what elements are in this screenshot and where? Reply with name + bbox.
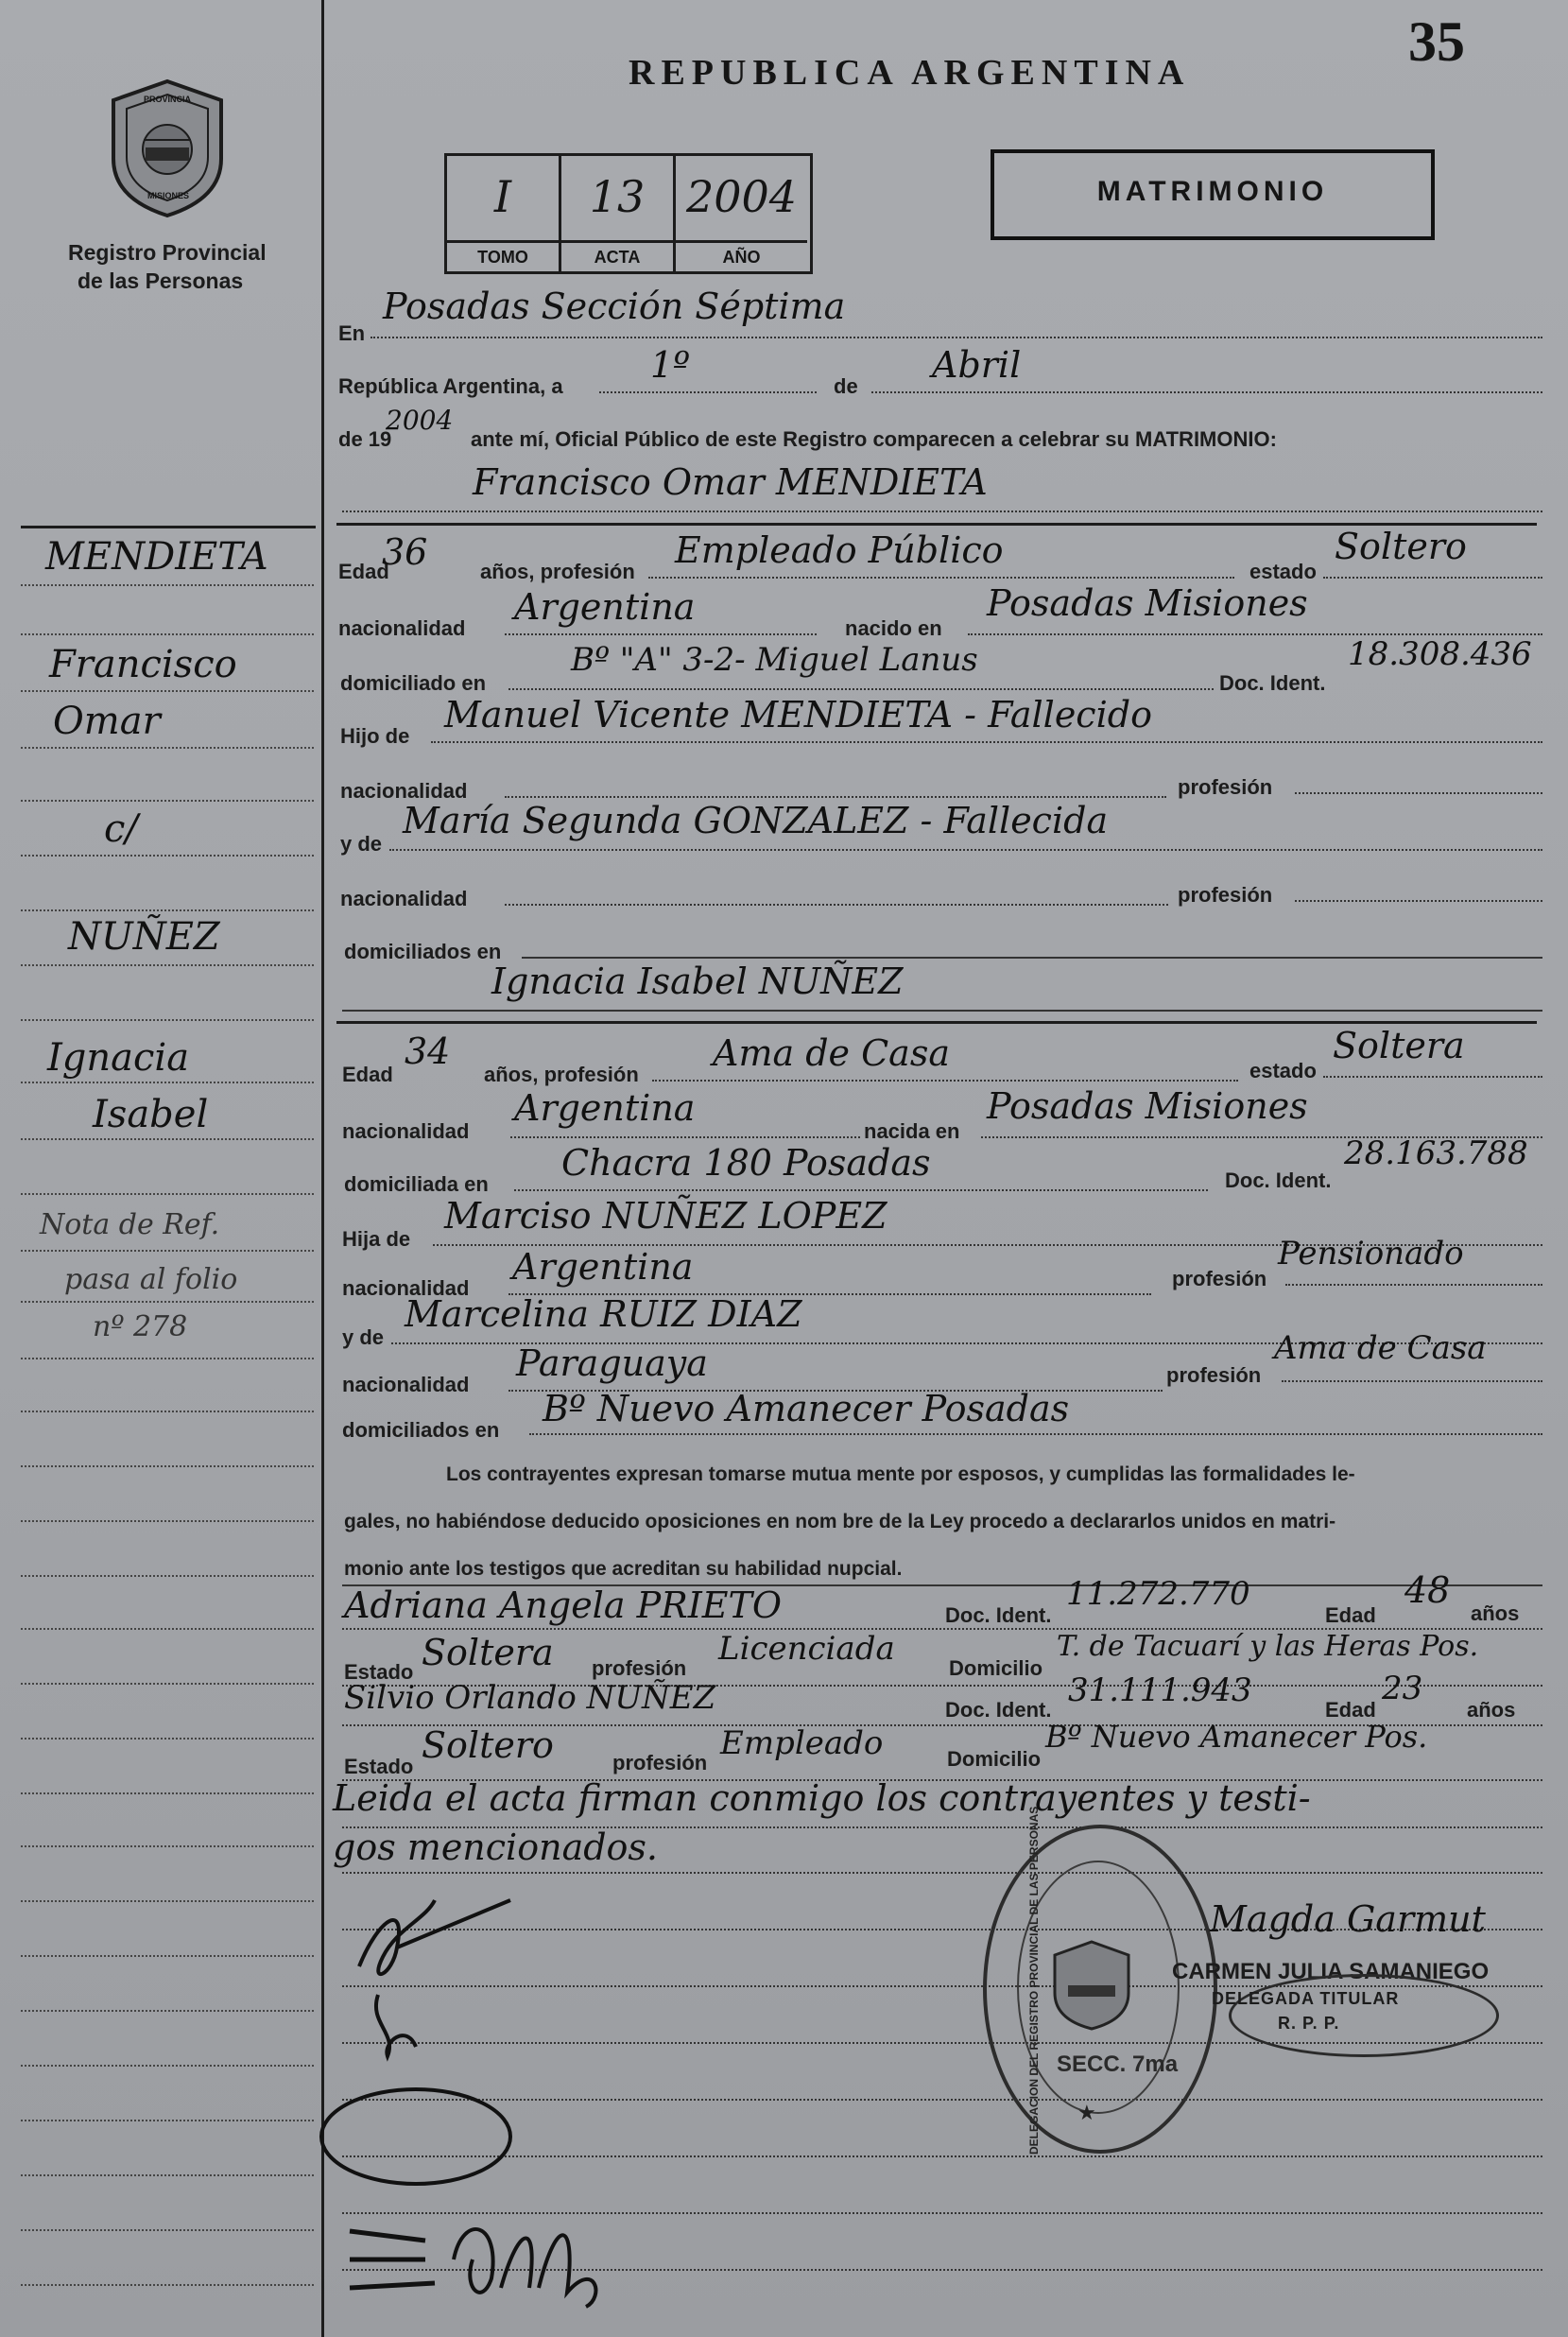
groom-domiciliado-label: domiciliado en: [340, 671, 487, 695]
groom-edad-label: Edad: [338, 560, 389, 583]
witness2-domicilio-label: Domicilio: [947, 1747, 1042, 1771]
bride-mother-value: Marcelina RUIZ DIAZ: [405, 1293, 802, 1335]
acta-value: 13: [589, 171, 646, 222]
officer-name: CARMEN JULIA SAMANIEGO: [1172, 1959, 1490, 1984]
bride-domiciliada-label: domiciliada en: [344, 1172, 489, 1196]
declaration-line2: gales, no habiéndose deducido oposiciones en nom bre de la Ley procedo a declararlos unidos en matri-: [344, 1511, 1336, 1532]
registry-emblem: [106, 78, 229, 219]
groom-father-profesion-label: profesión: [1178, 775, 1273, 799]
tomo-label: TOMO: [447, 240, 559, 271]
place-value: Posadas Sección Séptima: [383, 286, 846, 327]
witness2-edad-value: 23: [1382, 1670, 1423, 1707]
document-type-label: MATRIMONIO: [1096, 176, 1329, 207]
bride-edad-label: Edad: [342, 1063, 393, 1086]
groom-nacionalidad-label: nacionalidad: [338, 616, 466, 640]
bride-father-profession-value: Pensionado: [1278, 1235, 1464, 1272]
bride-full-name: Ignacia Isabel NUÑEZ: [491, 961, 904, 1002]
groom-mother-value: María Segunda GONZALEZ - Fallecida: [403, 800, 1109, 841]
hijo-de-label: Hijo de: [340, 724, 410, 748]
bride-father-value: Marciso NUÑEZ LOPEZ: [444, 1195, 887, 1237]
witness2-edad-label: Edad: [1325, 1698, 1376, 1722]
seal-section: SECC. 7ma: [1057, 2051, 1179, 2077]
en-label: En: [338, 321, 366, 345]
officer-stamp: [1229, 1974, 1499, 2057]
witness2-profesion-label: profesión: [612, 1751, 708, 1774]
seal-emblem: [1049, 1938, 1134, 2033]
bride-nacionalidad-label: nacionalidad: [342, 1119, 470, 1143]
witness1-profession-value: Licenciada: [718, 1630, 895, 1668]
witness1-doc-value: 11.272.770: [1066, 1575, 1250, 1613]
groom-estado-label: estado: [1249, 560, 1317, 583]
bride-doc-label: Doc. Ident.: [1225, 1168, 1332, 1192]
margin-note-line2: pasa al folio: [64, 1263, 238, 1296]
bride-profession-value: Ama de Casa: [713, 1032, 950, 1074]
bride-mother-nacionalidad-label: nacionalidad: [342, 1373, 470, 1396]
year-value: 2004: [386, 405, 454, 436]
witness1-domicilio-label: Domicilio: [949, 1656, 1043, 1680]
bride-father-nationality-value: Argentina: [512, 1246, 694, 1288]
margin-groom-name2: Omar: [53, 700, 161, 743]
bride-father-profesion-label: profesión: [1172, 1267, 1267, 1290]
declaration-line3: monio ante los testigos que acreditan su habilidad nupcial.: [344, 1558, 903, 1580]
groom-nationality-value: Argentina: [514, 586, 696, 628]
closing-line2: gos mencionados.: [333, 1826, 659, 1868]
margin-note-line3: nº 278: [93, 1310, 188, 1343]
officer-signature: Magda Garmut: [1210, 1898, 1486, 1940]
ante-text: ante mí, Oficial Público de este Registro comparecen a celebrar su MATRIMONIO:: [471, 427, 1277, 451]
groom-full-name: Francisco Omar MENDIETA: [473, 461, 988, 503]
seal-arc-text: DELEGACION DEL REGISTRO PROVINCIAL DE LAS PERSONAS: [1027, 1806, 1041, 2155]
margin-bride-name2: Isabel: [93, 1093, 209, 1136]
closing-line1: Leida el acta firman conmigo los contrayentes y testi-: [333, 1777, 1311, 1819]
republica-label: República Argentina, a: [338, 374, 563, 398]
bride-signature: [312, 2070, 614, 2316]
witness1-doc-label: Doc. Ident.: [945, 1603, 1052, 1627]
margin-connector: c/: [104, 807, 138, 851]
groom-profession-value: Empleado Público: [675, 529, 1004, 571]
groom-father-value: Manuel Vicente MENDIETA - Fallecido: [444, 694, 1152, 736]
groom-signature: [340, 1881, 548, 2070]
groom-profesion-label: años, profesión: [480, 560, 635, 583]
witness2-anos-label: años: [1467, 1698, 1516, 1722]
margin-bride-name1: Ignacia: [47, 1036, 190, 1080]
document-type-box: [991, 149, 1435, 240]
bride-father-nacionalidad-label: nacionalidad: [342, 1276, 470, 1300]
groom-mother-nacionalidad-label: nacionalidad: [340, 887, 468, 910]
bride-mother-profesion-label: profesión: [1166, 1363, 1262, 1387]
groom-doc-label: Doc. Ident.: [1219, 671, 1326, 695]
groom-estado-value: Soltero: [1335, 526, 1467, 567]
bride-parents-domicilio-label: domiciliados en: [342, 1418, 500, 1442]
officer-title: DELEGADA TITULAR: [1212, 1989, 1400, 2008]
witness1-name: Adriana Angela PRIETO: [344, 1584, 782, 1626]
registry-name-line1: Registro Provincial: [68, 240, 267, 265]
bride-estado-label: estado: [1249, 1059, 1317, 1082]
bride-parents-address-value: Bº Nuevo Amanecer Posadas: [543, 1388, 1070, 1429]
bride-edad-value: 34: [405, 1030, 451, 1072]
emblem-text-top: PROVINCIA: [144, 95, 192, 104]
bride-profesion-label: años, profesión: [484, 1063, 639, 1086]
bride-mother-profession-value: Ama de Casa: [1274, 1329, 1487, 1367]
witness2-name: Silvio Orlando NUÑEZ: [344, 1679, 716, 1717]
tomo-acta-ano-box: [444, 153, 813, 274]
bride-nationality-value: Argentina: [514, 1087, 696, 1129]
margin-note-line1: Nota de Ref.: [40, 1208, 220, 1241]
groom-yde-label: y de: [340, 832, 383, 856]
witness1-edad-value: 48: [1404, 1569, 1451, 1611]
ano-label: AÑO: [676, 240, 807, 271]
folio-number: 35: [1408, 10, 1465, 73]
witness2-doc-label: Doc. Ident.: [945, 1698, 1052, 1722]
margin-groom-surname: MENDIETA: [45, 535, 268, 579]
bride-estado-value: Soltera: [1333, 1025, 1465, 1066]
bride-born-value: Posadas Misiones: [987, 1085, 1308, 1127]
witness1-estado-value: Soltera: [422, 1632, 554, 1673]
margin-groom-name1: Francisco: [49, 643, 237, 686]
witness2-profession-value: Empleado: [720, 1724, 884, 1762]
hija-de-label: Hija de: [342, 1227, 411, 1251]
bride-yde-label: y de: [342, 1325, 385, 1349]
emblem-text-bottom: MISIONES: [147, 191, 190, 200]
registry-name-line2: de las Personas: [78, 268, 244, 293]
witness1-address-value: T. de Tacuarí y las Heras Pos.: [1057, 1630, 1479, 1663]
witness1-anos-label: años: [1471, 1601, 1520, 1625]
ano-value: 2004: [685, 171, 798, 222]
margin-top-rule: [21, 526, 316, 528]
groom-father-nacionalidad-label: nacionalidad: [340, 779, 468, 803]
bride-address-value: Chacra 180 Posadas: [561, 1142, 931, 1184]
witness2-estado-label: Estado: [344, 1755, 414, 1778]
year-prefix-label: de 19: [338, 427, 392, 451]
month-de-label: de: [834, 374, 858, 398]
witness2-estado-value: Soltero: [422, 1724, 554, 1766]
bride-nacida-label: nacida en: [864, 1119, 960, 1143]
month-value: Abril: [932, 344, 1022, 386]
country-title: REPUBLICA ARGENTINA: [629, 53, 1191, 93]
day-value: 1º: [650, 344, 691, 386]
groom-address-value: Bº "A" 3-2- Miguel Lanus: [571, 641, 978, 679]
seal-star-icon: ★: [1077, 2101, 1096, 2124]
groom-parents-domicilio-label: domiciliados en: [344, 940, 502, 963]
witness1-estado-label: Estado: [344, 1660, 414, 1684]
witness1-edad-label: Edad: [1325, 1603, 1376, 1627]
witness1-profesion-label: profesión: [592, 1656, 687, 1680]
officer-org: R. P. P.: [1278, 2014, 1340, 2033]
groom-mother-profesion-label: profesión: [1178, 883, 1273, 907]
groom-born-value: Posadas Misiones: [987, 582, 1308, 624]
groom-edad-value: 36: [382, 531, 428, 573]
witness2-doc-value: 31.111.943: [1068, 1671, 1252, 1709]
tomo-value: I: [493, 171, 512, 222]
acta-label: ACTA: [561, 240, 673, 271]
bride-mother-nationality-value: Paraguaya: [516, 1342, 708, 1384]
declaration-line1: Los contrayentes expresan tomarse mutua mente por esposos, y cumplidas las formalidades le-: [446, 1463, 1355, 1485]
margin-bride-surname: NUÑEZ: [68, 915, 220, 959]
margin-divider-line: [321, 0, 324, 2337]
groom-nacido-label: nacido en: [845, 616, 942, 640]
bride-doc-value: 28.163.788: [1344, 1134, 1528, 1172]
witness2-address-value: Bº Nuevo Amanecer Pos.: [1045, 1719, 1428, 1755]
groom-doc-value: 18.308.436: [1348, 635, 1532, 673]
